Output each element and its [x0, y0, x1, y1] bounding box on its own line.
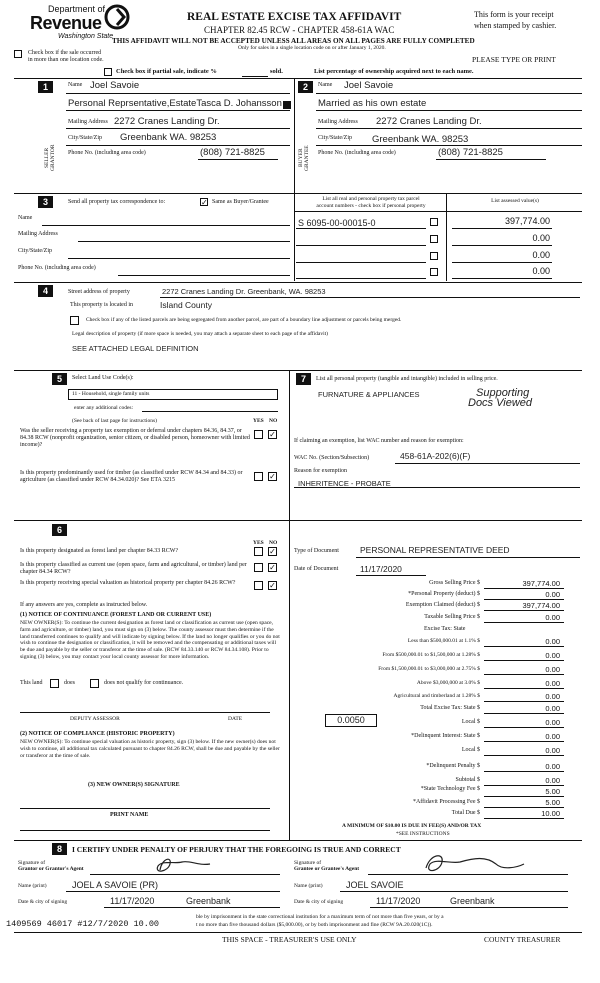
- doc-date-line: [356, 575, 426, 576]
- personal-property-value[interactable]: FURNATURE & APPLIANCES: [318, 390, 420, 399]
- buyer-city-value[interactable]: Greenbank WA. 98253: [372, 134, 469, 145]
- wac-value[interactable]: 458-61A-202(6)(F): [400, 451, 471, 461]
- sec4-top-rule: [14, 282, 582, 283]
- wac-line: [395, 463, 580, 464]
- doc-date-label: Date of Document: [294, 566, 339, 572]
- parcel-assessed-value[interactable]: 0.00: [532, 250, 550, 260]
- section-1-number: 1: [38, 81, 53, 93]
- historic-yes-checkbox[interactable]: [254, 581, 263, 590]
- revenue-logo-icon: [104, 4, 130, 30]
- minimum-due-note: A MINIMUM OF $10.00 IS DUE IN FEE(S) AND/OR TAX: [342, 823, 482, 829]
- bracket-value[interactable]: 0.00: [545, 651, 560, 660]
- treasurer-rule: [14, 932, 582, 933]
- historic-question: Is this property receiving special valuation as historical property per chapter 84.26 RCW?: [20, 580, 236, 586]
- parcel-header-1: List all real and personal property tax parcel: [322, 196, 420, 202]
- forest-land-question: Is this property designated as forest land per chapter 84.33 RCW?: [20, 548, 179, 554]
- acceptance-warning: THIS AFFIDAVIT WILL NOT BE ACCEPTED UNLESS ALL AREAS ON ALL PAGES ARE FULLY COMPLETED: [112, 37, 475, 45]
- county-treasurer-label: COUNTY TREASURER: [484, 935, 561, 944]
- grantor-signature-label-1: Signature of: [18, 860, 46, 866]
- exemption-claimed-label: Exemption Claimed (deduct) $: [405, 602, 480, 608]
- delinquent-state-line: [484, 741, 564, 742]
- buyer-mailing-value[interactable]: 2272 Cranes Landing Dr.: [376, 116, 482, 127]
- parcel-assessed-value[interactable]: 0.00: [532, 266, 550, 276]
- exemption-no-checkbox[interactable]: ✓: [269, 430, 276, 439]
- grantor-date-label: Date & city of signing: [18, 899, 68, 905]
- yes-header: YES: [253, 418, 264, 424]
- buyer-name-value[interactable]: Joel Savoie: [344, 80, 394, 91]
- seller-city-value[interactable]: Greenbank WA. 98253: [120, 132, 217, 143]
- partial-sale-label: Check box if partial sale, indicate %: [116, 68, 217, 75]
- historic-no-checkbox[interactable]: ✓: [269, 581, 276, 590]
- sold-label: sold.: [270, 68, 283, 75]
- sec57-top-rule: [14, 370, 582, 371]
- seller-name-line: [66, 93, 290, 94]
- buyer-name-label: Name: [318, 82, 333, 88]
- doc-date-value[interactable]: 11/17/2020: [360, 564, 402, 574]
- total-state-label: Total Excise Tax: State $: [420, 705, 480, 711]
- local2-label: Local $: [461, 747, 480, 753]
- bracket-value[interactable]: 0.00: [545, 637, 560, 646]
- no-header: NO: [269, 418, 278, 424]
- forest-yes-checkbox[interactable]: [254, 547, 263, 556]
- tax-row-line: [484, 599, 564, 600]
- assessed-row-line: [452, 228, 552, 229]
- grantee-date-value[interactable]: 11/17/2020: [376, 896, 421, 906]
- bracket-line: [484, 674, 564, 675]
- notice-compliance-body: NEW OWNER(S): To continue special valuation as historic property, sign (3) below. If the new owner(s) does not wish to continue, all additional tax calculated pursuant to chapter 84.26 RCW, shall be due and payable by the seller or transferor at the time of sale.: [20, 739, 280, 759]
- subtotal-value[interactable]: 0.00: [545, 776, 560, 785]
- street-address-value[interactable]: 2272 Cranes Landing Dr. Greenbank, WA. 98253: [162, 287, 326, 296]
- affidavit-fee-value[interactable]: 5.00: [545, 798, 560, 807]
- same-as-buyer-label: Same as Buyer/Grantee: [212, 199, 269, 205]
- total-due-line: [484, 818, 564, 819]
- reason-value[interactable]: INHERITENCE - PROBATE: [298, 479, 391, 488]
- multi-location-label-2: in more than one location code.: [28, 57, 104, 63]
- local-label: Local $: [461, 719, 480, 725]
- additional-codes-label: enter any additional codes:: [74, 405, 134, 411]
- bracket-line: [484, 701, 564, 702]
- grantee-name-label: Name (print): [294, 883, 323, 889]
- technology-fee-label: *State Technology Fee $: [420, 786, 480, 792]
- bracket-label: Less than $500,000.01 at 1.1% $: [407, 638, 480, 644]
- assessed-row-line: [452, 245, 552, 246]
- buyer-name-2-line: [316, 110, 582, 111]
- sec12-top-rule: [14, 78, 582, 79]
- seller-grantor-label: SELLER GRANTOR: [44, 144, 56, 172]
- bracket-value[interactable]: 0.00: [545, 679, 560, 688]
- sec3-city-line: [68, 258, 290, 259]
- if-yes-note: If any answers are yes, complete as instructed below.: [20, 602, 148, 608]
- buyer-city-label: City/State/Zip: [318, 135, 352, 141]
- segregated-checkbox[interactable]: [70, 316, 79, 325]
- buyer-phone-line: [436, 159, 546, 160]
- reason-label: Reason for exemption: [294, 468, 347, 474]
- current-use-question: Is this property classified as current use (open space, farm and agricultural, or timber) land per chapter 84.34 RCW?: [20, 562, 247, 575]
- affidavit-line: [484, 807, 564, 808]
- sec3-phone-label: Phone No. (including area code): [18, 265, 96, 271]
- buyer-name-2-value[interactable]: Married as his own estate: [318, 98, 427, 109]
- reason-line: [294, 487, 580, 488]
- grantee-name-value[interactable]: JOEL SAVOIE: [346, 880, 404, 890]
- seller-mailing-line: [66, 128, 290, 129]
- subtotal-line: [484, 785, 564, 786]
- partial-sale-checkbox[interactable]: [104, 68, 112, 76]
- tax-row-line: [484, 610, 564, 611]
- assessed-row-line: [452, 262, 552, 263]
- parcel-assessed-value[interactable]: 0.00: [532, 233, 550, 243]
- personal-property-label: List all personal property (tangible and intangible) included in selling price.: [316, 376, 498, 382]
- only-for-note: Only for sales in a single location code on or after January 1, 2020.: [238, 45, 386, 51]
- total-due-value[interactable]: 10.00: [541, 809, 560, 818]
- taxable-selling-value[interactable]: 0.00: [545, 613, 560, 622]
- local-rate-value: 0.0050: [337, 715, 365, 725]
- section-5-number: 5: [52, 373, 67, 385]
- supporting-docs-stamp-1: Supporting: [476, 387, 530, 399]
- print-name-line: [20, 830, 270, 831]
- section-8-number: 8: [52, 843, 67, 855]
- form-title: REAL ESTATE EXCISE TAX AFFIDAVIT: [187, 11, 402, 23]
- grantor-date-line: [104, 907, 280, 908]
- personal-property-deduct-label: *Personal Property (deduct) $: [408, 591, 480, 597]
- bracket-value[interactable]: 0.00: [545, 665, 560, 674]
- buyer-mailing-line: [316, 128, 582, 129]
- penalty-line: [484, 771, 564, 772]
- located-in-label: This property is located in: [70, 302, 133, 308]
- land-use-value: 11 - Household, single family units: [72, 391, 150, 397]
- buyer-city-line: [316, 145, 582, 146]
- sec3-name-line: [42, 225, 290, 226]
- does-not-qualify-checkbox[interactable]: [90, 679, 99, 688]
- gross-selling-value[interactable]: 397,774.00: [522, 579, 560, 588]
- grantor-signature-label-2: Grantor or Grantor's Agent: [18, 866, 84, 872]
- sec3-name-label: Name: [18, 215, 33, 221]
- doc-type-label: Type of Document: [294, 548, 339, 554]
- local2-value[interactable]: 0.00: [545, 746, 560, 755]
- total-state-value[interactable]: 0.00: [545, 704, 560, 713]
- tax-row-line: [484, 622, 564, 623]
- tax-correspondence-label: Send all property tax correspondence to:: [68, 199, 166, 205]
- seller-phone-label: Phone No. (including area code): [68, 150, 146, 156]
- section-2-number: 2: [298, 81, 313, 93]
- does-qualify-checkbox[interactable]: [50, 679, 59, 688]
- land-use-label: Select Land Use Code(s):: [72, 375, 134, 381]
- seller-name-label: Name: [68, 82, 83, 88]
- legal-description-value[interactable]: SEE ATTACHED LEGAL DEFINITION: [72, 344, 199, 353]
- section-6-number: 6: [52, 524, 67, 536]
- delinquent-state-value[interactable]: 0.00: [545, 732, 560, 741]
- new-owner-signature-label: (3) NEW OWNER(S) SIGNATURE: [88, 782, 180, 788]
- same-as-buyer-checkbox[interactable]: ✓: [201, 198, 208, 207]
- department-of-label: Department of: [48, 4, 106, 14]
- bracket-line: [484, 688, 564, 689]
- affidavit-fee-label: *Affidavit Processing Fee $: [412, 799, 480, 805]
- parcel-personal-checkbox[interactable]: [430, 235, 438, 243]
- sec8-top-rule: [14, 840, 582, 841]
- doc-type-line: [356, 557, 580, 558]
- see-back-note: (See back of last page for instructions): [72, 418, 157, 424]
- technology-fee-value[interactable]: 5.00: [545, 787, 560, 796]
- grantee-signature-label-1: Signature of: [294, 860, 322, 866]
- additional-codes-line: [142, 411, 278, 412]
- supporting-docs-stamp-2: Docs Viewed: [468, 397, 532, 409]
- forest-no-checkbox[interactable]: ✓: [269, 547, 276, 556]
- certify-statement: I CERTIFY UNDER PENALTY OF PERJURY THAT THE FOREGOING IS TRUE AND CORRECT: [72, 845, 401, 854]
- parcel-row-line: [296, 262, 426, 263]
- bracket-label: From $500,000.01 to $1,500,000 at 1.28% $: [382, 652, 480, 658]
- section-7-number: 7: [296, 373, 311, 385]
- grantor-city-value[interactable]: Greenbank: [186, 896, 231, 906]
- perjury-note-1: ble by imprisonment in the state correctional institution for a maximum term of not more than five years, or by a: [196, 914, 444, 920]
- sec6-yes-header: YES: [253, 540, 264, 546]
- does-not-label: does not qualify for continuance.: [104, 680, 184, 686]
- bracket-line: [484, 646, 564, 647]
- exemption-question: Was the seller receiving a property tax exemption or deferral under chapters 84.36, 84.37, or 84.38 RCW (nonprofit organization, senior citizen, or disabled person, homeowner with limited income)?: [20, 428, 250, 448]
- buyer-phone-label: Phone No. (including area code): [318, 150, 396, 156]
- section-4-number: 4: [38, 285, 53, 297]
- exemption-yes-checkbox[interactable]: [254, 430, 263, 439]
- bracket-line: [484, 660, 564, 661]
- parcel-header-2: account numbers - check box if personal property: [316, 203, 426, 209]
- parcel-personal-checkbox[interactable]: [430, 218, 438, 226]
- delinquent-penalty-label: *Delinquent Penalty $: [426, 763, 480, 769]
- sec6-top-rule: [14, 520, 289, 521]
- segregated-label: Check box if any of the listed parcels are being segregated from another parcel, are part of a boundary line adjustment or parcels being merged.: [86, 317, 402, 323]
- grantee-date-line: [370, 907, 568, 908]
- timber-no-checkbox[interactable]: ✓: [269, 472, 276, 481]
- sec3-mailing-label: Mailing Address: [18, 231, 58, 237]
- current-use-yes-checkbox[interactable]: [254, 563, 263, 572]
- seller-mailing-label: Mailing Address: [68, 119, 108, 125]
- tax-row-line: [484, 588, 564, 589]
- multi-location-checkbox[interactable]: [14, 50, 22, 58]
- section-3-number: 3: [38, 196, 53, 208]
- perjury-note-2: t no more than five thousand dollars ($5,000.00), or by both imprisonment and fine (RCW 9A.20.020(1C)).: [196, 922, 433, 928]
- parcel-row-line: [296, 278, 426, 279]
- seller-name-2-marker[interactable]: [283, 101, 291, 109]
- grantee-city-value[interactable]: Greenbank: [450, 896, 495, 906]
- personal-property-deduct-value[interactable]: 0.00: [545, 590, 560, 599]
- grantor-name-line: [66, 891, 280, 892]
- sec3-left-divider: [294, 193, 295, 281]
- sec3-top-rule: [14, 193, 582, 194]
- assessed-row-line: [452, 278, 552, 279]
- deputy-sig-line: [20, 712, 270, 713]
- seller-name-value[interactable]: Joel Savoie: [90, 80, 140, 91]
- notice-continuance-body: NEW OWNER(S): To continue the current designation as forest land or classification as current use (open space, farm and agriculture, or timber) land, you must sign on (3) below. The county assessor must then determine if the land transferred continues to qualify and will indicate by signing below. If the land no longer qualifies or you do not wish to continue the designation or classification, it will be removed and the compensating or additional taxes will be due and payable by the seller or transferor at the time of sale. (RCW 84.33.140 or RCW 84.34.108). Prior to signing (3) below, you may contact your local county assessor for more information.: [20, 620, 280, 660]
- local2-line: [484, 755, 564, 756]
- timber-yes-checkbox[interactable]: [254, 472, 263, 481]
- print-name-label: PRINT NAME: [110, 812, 149, 818]
- taxable-selling-label: Taxable Selling Price $: [424, 614, 480, 620]
- excise-state-header: Excise Tax: State: [424, 626, 466, 632]
- subtotal-label: Subtotal $: [455, 777, 480, 783]
- buyer-mailing-label: Mailing Address: [318, 119, 358, 125]
- sec3-phone-line: [118, 275, 290, 276]
- receipt-stamp: 1409569 46017 #12/7/2020 10.00: [6, 919, 160, 929]
- bracket-label: Agricultural and timberland at 1.28% $: [393, 693, 480, 699]
- washington-state-label: Washington State: [58, 33, 114, 40]
- bracket-label: From $1,500,000.01 to $3,000,000 at 2.75% $: [378, 666, 480, 672]
- seller-mailing-value[interactable]: 2272 Cranes Landing Dr.: [114, 116, 220, 127]
- tech-line: [484, 796, 564, 797]
- partial-percent-line: [242, 76, 268, 77]
- parcel-number[interactable]: S 6095-00-00015-0: [298, 218, 376, 228]
- timber-question: Is this property predominantly used for timber (as classified under RCW 84.34 and 84.33) or agriculture (as classified under RCW 84.34.020)? See ETA 3215: [20, 470, 243, 483]
- exemption-claimed-value[interactable]: 397,774.00: [522, 601, 560, 610]
- seller-name-2-line: [66, 110, 290, 111]
- buyer-name-line: [316, 93, 582, 94]
- sec12-divider: [294, 78, 295, 193]
- located-in-value[interactable]: Island County: [160, 300, 212, 310]
- sec3-right-divider: [446, 193, 447, 281]
- does-label: does: [64, 680, 75, 686]
- buyer-grantee-label: BUYER GRANTEE: [298, 145, 310, 171]
- sec3-mailing-line: [78, 241, 290, 242]
- receipt-line-1: This form is your receipt: [474, 10, 554, 19]
- buyer-phone-value[interactable]: (808) 721-8825: [438, 147, 503, 158]
- treasurer-space-label: THIS SPACE - TREASURER'S USE ONLY: [222, 935, 357, 944]
- new-owner-sig-line: [20, 808, 270, 809]
- this-land-label: This land: [20, 680, 43, 686]
- multi-location-label-1: Check box if the sale occurred: [28, 50, 102, 56]
- grantor-name-value[interactable]: JOEL A SAVOIE (PR): [72, 880, 159, 890]
- parcel-assessed-value[interactable]: 397,774.00: [504, 216, 550, 226]
- grantor-date-value[interactable]: 11/17/2020: [110, 896, 155, 906]
- see-instructions-note: *SEE INSTRUCTIONS: [396, 831, 450, 837]
- local-line: [484, 727, 564, 728]
- bracket-value[interactable]: 0.00: [545, 692, 560, 701]
- current-use-no-checkbox[interactable]: ✓: [269, 563, 276, 572]
- notice-continuance-title: (1) NOTICE OF CONTINUANCE (FOREST LAND OR CURRENT USE): [20, 612, 212, 618]
- form-chapter: CHAPTER 82.45 RCW - CHAPTER 458-61A WAC: [204, 25, 395, 35]
- grantor-name-label: Name (print): [18, 883, 47, 889]
- sec3-header-rule: [294, 211, 582, 212]
- doc-type-top-rule: [290, 520, 582, 521]
- sec3-city-label: City/State/Zip: [18, 248, 52, 254]
- ownership-note: List percentage of ownership acquired next to each name.: [314, 68, 474, 75]
- total-state-line: [484, 713, 564, 714]
- seller-name-2-value[interactable]: Personal Reprsentative,EstateTasca D. Johansson: [68, 98, 282, 109]
- wac-label: WAC No. (Section/Subsection): [294, 455, 370, 461]
- parcel-personal-checkbox[interactable]: [430, 252, 438, 260]
- delinquent-penalty-value[interactable]: 0.00: [545, 762, 560, 771]
- parcel-row-line: [296, 228, 426, 229]
- exemption-claim-label: If claiming an exemption, list WAC number and reason for exemption:: [294, 438, 464, 444]
- grantee-name-line: [340, 891, 568, 892]
- parcel-row-line: [296, 245, 426, 246]
- gross-selling-label: Gross Selling Price $: [429, 580, 480, 586]
- seller-phone-line: [198, 159, 278, 160]
- sec57-divider: [289, 370, 290, 840]
- sec6-no-header: NO: [269, 540, 278, 546]
- delinquent-state-label: *Delinquent Interest: State $: [411, 733, 480, 739]
- street-address-line: [160, 297, 580, 298]
- seller-city-label: City/State/Zip: [68, 135, 102, 141]
- deputy-assessor-label: DEPUTY ASSESSOR: [70, 716, 120, 722]
- type-or-print-note: PLEASE TYPE OR PRINT: [472, 55, 556, 64]
- grantor-sig-line: [90, 874, 280, 875]
- receipt-line-2: when stamped by cashier.: [474, 21, 557, 30]
- grantee-date-label: Date & city of signing: [294, 899, 344, 905]
- assessed-header: List assessed value(s): [491, 198, 539, 204]
- parcel-personal-checkbox[interactable]: [430, 268, 438, 276]
- notice-compliance-title: (2) NOTICE OF COMPLIANCE (HISTORIC PROPERTY): [20, 731, 175, 737]
- street-address-label: Street address of property: [68, 289, 130, 295]
- deputy-date-label: DATE: [228, 716, 243, 722]
- total-due-label: Total Due $: [451, 810, 480, 816]
- grantee-sig-line: [368, 874, 568, 875]
- legal-description-label: Legal description of property (if more space is needed, you may attach a separate sheet to each page of the affidavit): [72, 331, 328, 337]
- revenue-logo-text: Revenue: [30, 13, 102, 33]
- grantee-signature-label-2: Grantee or Grantee's Agent: [294, 866, 360, 872]
- seller-city-line: [66, 145, 290, 146]
- seller-phone-value[interactable]: (808) 721-8825: [200, 147, 265, 158]
- bracket-label: Above $3,000,000 at 3.0% $: [416, 680, 480, 686]
- local-value[interactable]: 0.00: [545, 718, 560, 727]
- doc-type-value[interactable]: PERSONAL REPRESENTATIVE DEED: [360, 545, 510, 555]
